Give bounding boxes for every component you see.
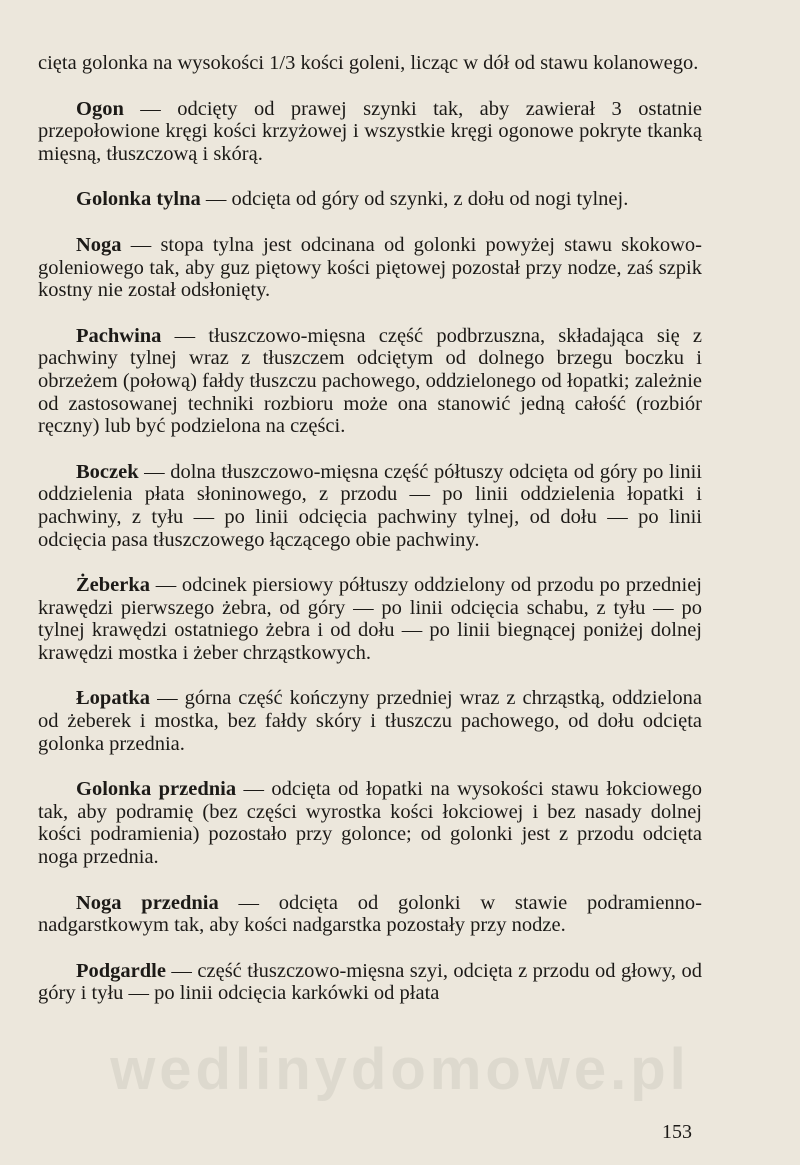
paragraph-text: — stopa tylna jest odcinana od golonki powyżej stawu skokowo-goleniowego tak, aby guz piętowy kości piętowej pozostał przy nodze, zaś szpik kostny nie został odsłonięty. xyxy=(38,233,702,302)
paragraph-golonka-tylna xyxy=(38,188,702,211)
paragraph-ogon xyxy=(38,98,702,166)
paragraph-text: — dolna tłuszczowo-mięsna część półtuszy odcięta od góry po linii oddzielenia płata słoninowego, z przodu — po linii oddzielenia łopatki i pachwiny, z tyłu — po linii odcięcia pachwiny tylnej, od dołu — po linii odcięcia pasa tłuszczowego łączącego obie pachwiny. xyxy=(38,460,702,551)
term-label: Podgardle xyxy=(76,959,166,982)
term-label: Golonka przednia xyxy=(76,778,237,801)
paragraph-text: — odcięty od prawej szynki tak, aby zawierał 3 ostatnie przepołowione kręgi kości krzyżowej i wszystkie kręgi ogonowe pokryte tkanką mięsną, tłuszczową i skórą. xyxy=(38,97,702,165)
paragraph-text: — górna część kończyny przedniej wraz z chrząstką, oddzielona od żeberek i mostka, bez fałdy skóry i tłuszczu pachowego, od dołu odcięta golonka przednia. xyxy=(38,687,702,755)
paragraph-text: — odcięta od golonki w stawie podramienno-nadgarstkowym tak, aby kości nadgarstka pozostały przy nodze. xyxy=(38,891,702,937)
paragraph-pachwina xyxy=(38,325,702,438)
paragraph-text: cięta golonka na wysokości 1/3 kości goleni, licząc w dół od stawu kolanowego. xyxy=(38,52,699,74)
paragraph-text: — odcięta od góry od szynki, z dołu od nogi tylnej. xyxy=(200,188,629,211)
page-body xyxy=(38,52,702,1028)
paragraph-text: — część tłuszczowo-mięsna szyi, odcięta z przodu od głowy, od góry i tyłu — po linii odcięcia karkówki od płata xyxy=(38,959,702,1005)
term-label: Boczek xyxy=(76,460,139,483)
paragraph-text: — tłuszczowo-mięsna część podbrzuszna, składająca się z pachwiny tylnej wraz z tłuszczem odciętym od dolnego brzegu boczku i obrzeżem (połową) fałdy tłuszczu pachowego, oddzielonego od łopatki; zależnie od zastosowanej techniki rozbioru może ona stanowić jedną całość (rozbiór ręczny) lub być podzielona na części. xyxy=(38,324,702,438)
paragraph-noga xyxy=(38,234,702,302)
paragraph-lopatka xyxy=(38,687,702,755)
term-label: Noga xyxy=(76,233,122,256)
term-label: Golonka tylna xyxy=(76,188,201,211)
paragraph-text: — odcięta od łopatki na wysokości stawu łokciowego tak, aby podramię (bez części wyrostka kości łokciowej i bez nasady dolnej kości podramienia) pozostało przy golonce; od golonki jest z przodu odcięta noga przednia. xyxy=(38,778,703,869)
term-label: Pachwina xyxy=(76,324,162,347)
watermark: wedlinydomowe.pl xyxy=(110,1037,690,1102)
term-label: Ogon xyxy=(76,97,124,120)
term-label: Noga przednia xyxy=(76,891,219,914)
term-label: Łopatka xyxy=(76,687,151,710)
paragraph-boczek xyxy=(38,461,702,551)
paragraph-continuation xyxy=(38,52,702,75)
paragraph-golonka-przednia xyxy=(38,778,702,868)
paragraph-noga-przednia xyxy=(38,892,702,937)
page-number: 153 xyxy=(662,1121,692,1143)
paragraph-text: — odcinek piersiowy półtuszy oddzielony od przodu po przedniej krawędzi pierwszego żebra, od góry — po linii odcięcia schabu, z tyłu — po tylnej krawędzi ostatniego żebra i od dołu — po linii biegnącej poniżej dolnej krawędzi mostka i żeber chrząstkowych. xyxy=(38,574,702,664)
term-label: Żeberka xyxy=(76,574,151,597)
paragraph-podgardle xyxy=(38,960,702,1005)
paragraph-zeberka xyxy=(38,574,702,664)
